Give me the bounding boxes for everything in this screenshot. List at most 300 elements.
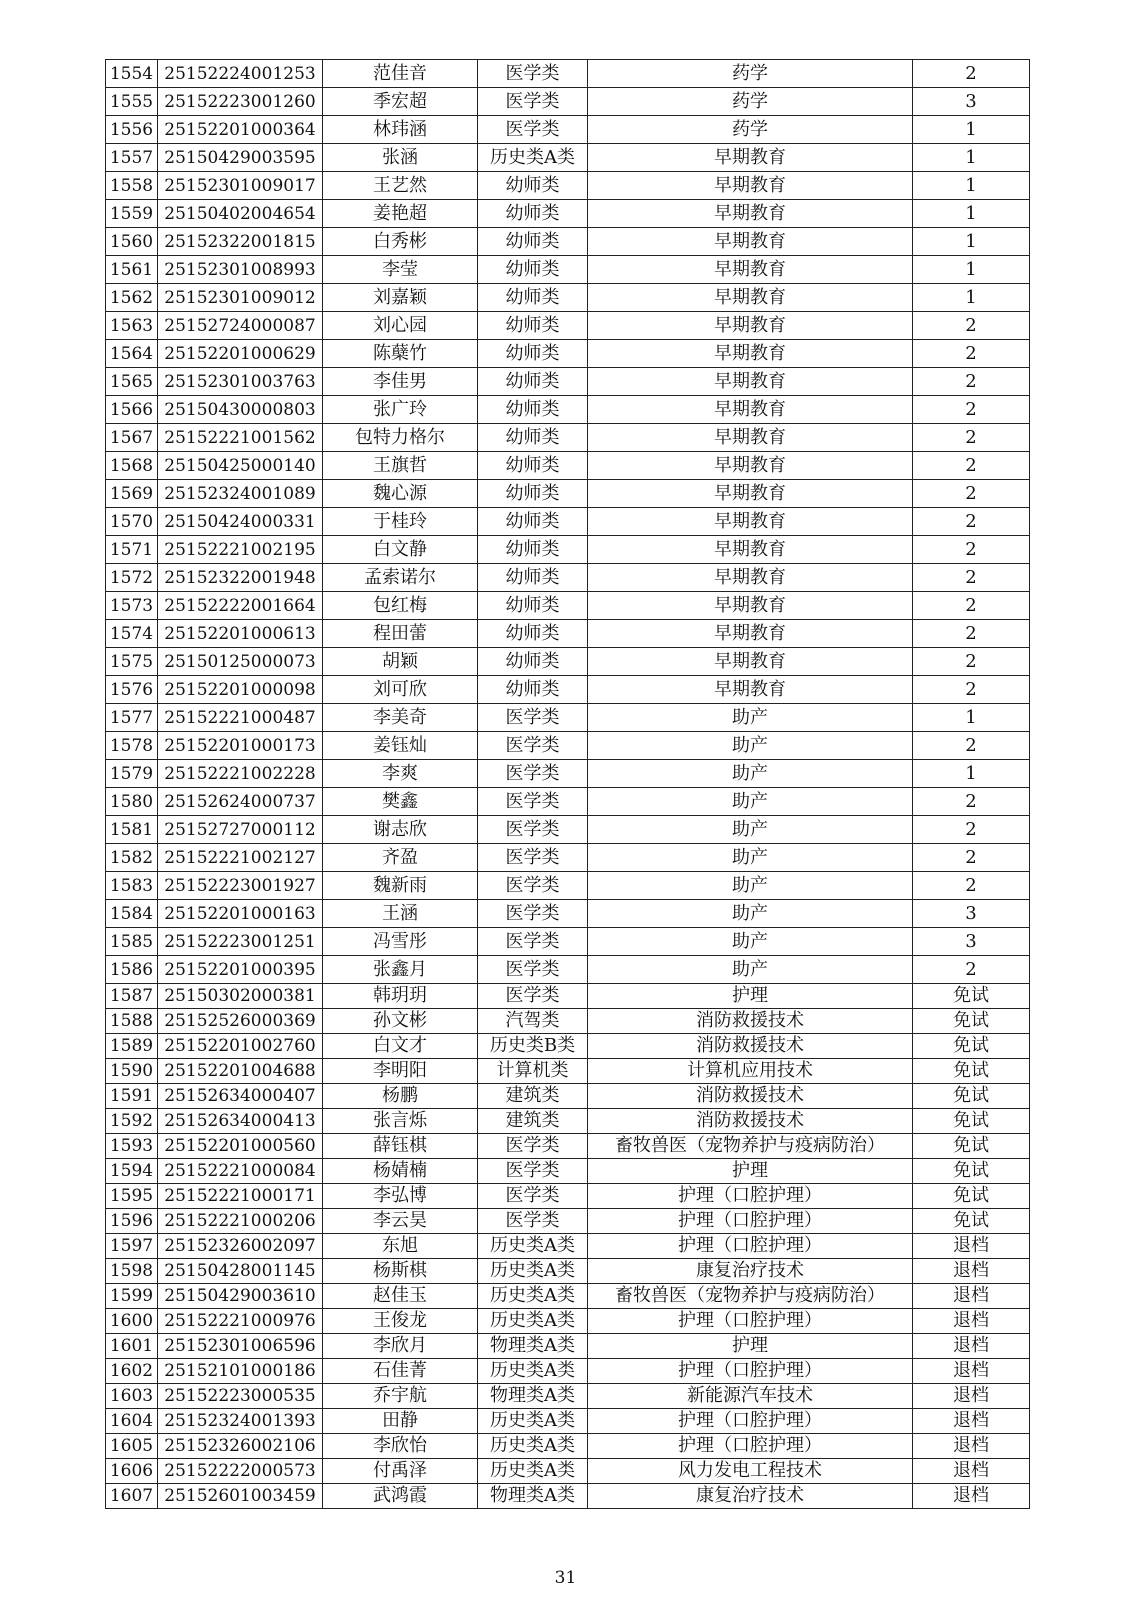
seq-cell: 1605	[106, 1434, 158, 1459]
seq-cell: 1560	[106, 228, 158, 256]
major-cell: 护理（口腔护理）	[588, 1434, 913, 1459]
category-cell: 幼师类	[478, 452, 588, 480]
table-row	[106, 480, 1030, 508]
seq-cell: 1601	[106, 1334, 158, 1359]
exam-id-cell: 25152221000206	[158, 1209, 323, 1234]
major-cell: 早期教育	[588, 620, 913, 648]
major-cell: 助产	[588, 732, 913, 760]
major-cell: 助产	[588, 956, 913, 984]
table-row	[106, 1109, 1030, 1134]
exam-id-cell: 25152221000171	[158, 1184, 323, 1209]
category-cell: 医学类	[478, 816, 588, 844]
major-cell: 早期教育	[588, 564, 913, 592]
batch-cell: 免试	[913, 1009, 1030, 1034]
seq-cell: 1556	[106, 116, 158, 144]
batch-cell: 2	[913, 592, 1030, 620]
table-row	[106, 648, 1030, 676]
batch-cell: 1	[913, 704, 1030, 732]
table-row	[106, 676, 1030, 704]
seq-cell: 1567	[106, 424, 158, 452]
table-row	[106, 368, 1030, 396]
seq-cell: 1596	[106, 1209, 158, 1234]
seq-cell: 1572	[106, 564, 158, 592]
batch-cell: 退档	[913, 1484, 1030, 1509]
category-cell: 幼师类	[478, 200, 588, 228]
category-cell: 幼师类	[478, 648, 588, 676]
category-cell: 医学类	[478, 984, 588, 1009]
category-cell: 幼师类	[478, 424, 588, 452]
name-cell: 胡颖	[323, 648, 478, 676]
seq-cell: 1571	[106, 536, 158, 564]
table-row	[106, 284, 1030, 312]
table-row	[106, 788, 1030, 816]
batch-cell: 2	[913, 844, 1030, 872]
table-row	[106, 312, 1030, 340]
major-cell: 药学	[588, 116, 913, 144]
batch-cell: 2	[913, 312, 1030, 340]
batch-cell: 2	[913, 872, 1030, 900]
name-cell: 齐盈	[323, 844, 478, 872]
table-row	[106, 816, 1030, 844]
category-cell: 幼师类	[478, 396, 588, 424]
major-cell: 药学	[588, 60, 913, 88]
category-cell: 物理类A类	[478, 1334, 588, 1359]
table-row	[106, 1409, 1030, 1434]
category-cell: 幼师类	[478, 172, 588, 200]
batch-cell: 1	[913, 144, 1030, 172]
exam-id-cell: 25152624000737	[158, 788, 323, 816]
major-cell: 早期教育	[588, 424, 913, 452]
seq-cell: 1580	[106, 788, 158, 816]
major-cell: 护理	[588, 984, 913, 1009]
exam-id-cell: 25152223000535	[158, 1384, 323, 1409]
name-cell: 王艺然	[323, 172, 478, 200]
batch-cell: 免试	[913, 1134, 1030, 1159]
table-row	[106, 1159, 1030, 1184]
batch-cell: 2	[913, 508, 1030, 536]
batch-cell: 2	[913, 816, 1030, 844]
table-row	[106, 88, 1030, 116]
seq-cell: 1585	[106, 928, 158, 956]
seq-cell: 1607	[106, 1484, 158, 1509]
major-cell: 早期教育	[588, 172, 913, 200]
exam-id-cell: 25152201000395	[158, 956, 323, 984]
seq-cell: 1600	[106, 1309, 158, 1334]
table-row	[106, 536, 1030, 564]
major-cell: 助产	[588, 704, 913, 732]
name-cell: 白秀彬	[323, 228, 478, 256]
major-cell: 早期教育	[588, 508, 913, 536]
table-row	[106, 704, 1030, 732]
seq-cell: 1564	[106, 340, 158, 368]
exam-id-cell: 25152221000487	[158, 704, 323, 732]
exam-id-cell: 25152201004688	[158, 1059, 323, 1084]
batch-cell: 免试	[913, 1059, 1030, 1084]
seq-cell: 1555	[106, 88, 158, 116]
exam-id-cell: 25152301006596	[158, 1334, 323, 1359]
table-row	[106, 1309, 1030, 1334]
batch-cell: 2	[913, 340, 1030, 368]
name-cell: 李佳男	[323, 368, 478, 396]
seq-cell: 1565	[106, 368, 158, 396]
major-cell: 早期教育	[588, 144, 913, 172]
major-cell: 助产	[588, 900, 913, 928]
batch-cell: 2	[913, 60, 1030, 88]
name-cell: 季宏超	[323, 88, 478, 116]
name-cell: 杨斯棋	[323, 1259, 478, 1284]
seq-cell: 1568	[106, 452, 158, 480]
major-cell: 康复治疗技术	[588, 1259, 913, 1284]
category-cell: 历史类A类	[478, 144, 588, 172]
seq-cell: 1589	[106, 1034, 158, 1059]
category-cell: 医学类	[478, 60, 588, 88]
name-cell: 李明阳	[323, 1059, 478, 1084]
table-row	[106, 1009, 1030, 1034]
seq-cell: 1574	[106, 620, 158, 648]
exam-id-cell: 25152221001562	[158, 424, 323, 452]
batch-cell: 退档	[913, 1234, 1030, 1259]
category-cell: 医学类	[478, 1184, 588, 1209]
table-row	[106, 172, 1030, 200]
seq-cell: 1557	[106, 144, 158, 172]
seq-cell: 1595	[106, 1184, 158, 1209]
seq-cell: 1586	[106, 956, 158, 984]
batch-cell: 1	[913, 172, 1030, 200]
name-cell: 李欣怡	[323, 1434, 478, 1459]
seq-cell: 1597	[106, 1234, 158, 1259]
category-cell: 幼师类	[478, 620, 588, 648]
seq-cell: 1587	[106, 984, 158, 1009]
batch-cell: 退档	[913, 1284, 1030, 1309]
name-cell: 李莹	[323, 256, 478, 284]
name-cell: 白文静	[323, 536, 478, 564]
exam-id-cell: 25150429003610	[158, 1284, 323, 1309]
seq-cell: 1566	[106, 396, 158, 424]
category-cell: 医学类	[478, 1159, 588, 1184]
major-cell: 护理（口腔护理）	[588, 1409, 913, 1434]
name-cell: 王旗哲	[323, 452, 478, 480]
table-row	[106, 1459, 1030, 1484]
major-cell: 早期教育	[588, 200, 913, 228]
name-cell: 樊鑫	[323, 788, 478, 816]
major-cell: 计算机应用技术	[588, 1059, 913, 1084]
table-row	[106, 1234, 1030, 1259]
table-row	[106, 1384, 1030, 1409]
category-cell: 医学类	[478, 732, 588, 760]
category-cell: 医学类	[478, 844, 588, 872]
name-cell: 武鸿霞	[323, 1484, 478, 1509]
name-cell: 赵佳玉	[323, 1284, 478, 1309]
exam-id-cell: 25152201000098	[158, 676, 323, 704]
batch-cell: 免试	[913, 1184, 1030, 1209]
name-cell: 东旭	[323, 1234, 478, 1259]
batch-cell: 退档	[913, 1359, 1030, 1384]
batch-cell: 2	[913, 480, 1030, 508]
batch-cell: 3	[913, 928, 1030, 956]
major-cell: 早期教育	[588, 228, 913, 256]
major-cell: 畜牧兽医（宠物养护与疫病防治）	[588, 1134, 913, 1159]
batch-cell: 2	[913, 536, 1030, 564]
table-row	[106, 228, 1030, 256]
name-cell: 李爽	[323, 760, 478, 788]
batch-cell: 退档	[913, 1259, 1030, 1284]
seq-cell: 1575	[106, 648, 158, 676]
exam-id-cell: 25152221000976	[158, 1309, 323, 1334]
batch-cell: 2	[913, 424, 1030, 452]
name-cell: 姜钰灿	[323, 732, 478, 760]
table-row	[106, 340, 1030, 368]
table-row	[106, 144, 1030, 172]
major-cell: 早期教育	[588, 340, 913, 368]
table-row	[106, 1259, 1030, 1284]
exam-id-cell: 25152634000407	[158, 1084, 323, 1109]
major-cell: 消防救援技术	[588, 1109, 913, 1134]
name-cell: 孙文彬	[323, 1009, 478, 1034]
major-cell: 助产	[588, 844, 913, 872]
seq-cell: 1577	[106, 704, 158, 732]
category-cell: 幼师类	[478, 564, 588, 592]
exam-id-cell: 25152222000573	[158, 1459, 323, 1484]
batch-cell: 退档	[913, 1309, 1030, 1334]
seq-cell: 1591	[106, 1084, 158, 1109]
table-row	[106, 1359, 1030, 1384]
batch-cell: 2	[913, 452, 1030, 480]
seq-cell: 1563	[106, 312, 158, 340]
name-cell: 姜艳超	[323, 200, 478, 228]
seq-cell: 1554	[106, 60, 158, 88]
exam-id-cell: 25152221002195	[158, 536, 323, 564]
batch-cell: 免试	[913, 1159, 1030, 1184]
batch-cell: 1	[913, 228, 1030, 256]
seq-cell: 1576	[106, 676, 158, 704]
seq-cell: 1588	[106, 1009, 158, 1034]
exam-id-cell: 25152224001253	[158, 60, 323, 88]
exam-id-cell: 25152223001927	[158, 872, 323, 900]
major-cell: 早期教育	[588, 256, 913, 284]
table-row	[106, 872, 1030, 900]
table-row	[106, 620, 1030, 648]
batch-cell: 免试	[913, 1109, 1030, 1134]
major-cell: 护理（口腔护理）	[588, 1309, 913, 1334]
batch-cell: 2	[913, 396, 1030, 424]
name-cell: 杨鹏	[323, 1084, 478, 1109]
exam-id-cell: 25152201000613	[158, 620, 323, 648]
seq-cell: 1559	[106, 200, 158, 228]
name-cell: 程田蕾	[323, 620, 478, 648]
table-row	[106, 60, 1030, 88]
major-cell: 早期教育	[588, 284, 913, 312]
exam-id-cell: 25150302000381	[158, 984, 323, 1009]
batch-cell: 2	[913, 676, 1030, 704]
major-cell: 助产	[588, 788, 913, 816]
category-cell: 幼师类	[478, 340, 588, 368]
seq-cell: 1584	[106, 900, 158, 928]
major-cell: 早期教育	[588, 536, 913, 564]
category-cell: 医学类	[478, 704, 588, 732]
category-cell: 历史类A类	[478, 1309, 588, 1334]
seq-cell: 1603	[106, 1384, 158, 1409]
exam-id-cell: 25152724000087	[158, 312, 323, 340]
exam-id-cell: 25152322001948	[158, 564, 323, 592]
batch-cell: 1	[913, 284, 1030, 312]
major-cell: 早期教育	[588, 312, 913, 340]
batch-cell: 3	[913, 88, 1030, 116]
name-cell: 王俊龙	[323, 1309, 478, 1334]
name-cell: 石佳菁	[323, 1359, 478, 1384]
major-cell: 药学	[588, 88, 913, 116]
seq-cell: 1606	[106, 1459, 158, 1484]
category-cell: 医学类	[478, 872, 588, 900]
name-cell: 王涵	[323, 900, 478, 928]
admission-table	[105, 59, 1030, 1509]
major-cell: 畜牧兽医（宠物养护与疫病防治）	[588, 1284, 913, 1309]
name-cell: 刘嘉颖	[323, 284, 478, 312]
table-row	[106, 1059, 1030, 1084]
name-cell: 张广玲	[323, 396, 478, 424]
name-cell: 刘心园	[323, 312, 478, 340]
exam-id-cell: 25152326002106	[158, 1434, 323, 1459]
batch-cell: 1	[913, 256, 1030, 284]
category-cell: 物理类A类	[478, 1384, 588, 1409]
seq-cell: 1561	[106, 256, 158, 284]
name-cell: 魏新雨	[323, 872, 478, 900]
seq-cell: 1569	[106, 480, 158, 508]
table-row	[106, 956, 1030, 984]
name-cell: 张鑫月	[323, 956, 478, 984]
batch-cell: 退档	[913, 1434, 1030, 1459]
table-row	[106, 1284, 1030, 1309]
category-cell: 历史类A类	[478, 1359, 588, 1384]
major-cell: 新能源汽车技术	[588, 1384, 913, 1409]
major-cell: 助产	[588, 928, 913, 956]
major-cell: 早期教育	[588, 368, 913, 396]
exam-id-cell: 25152201000629	[158, 340, 323, 368]
batch-cell: 2	[913, 564, 1030, 592]
seq-cell: 1594	[106, 1159, 158, 1184]
major-cell: 助产	[588, 760, 913, 788]
exam-id-cell: 25150425000140	[158, 452, 323, 480]
table-row	[106, 396, 1030, 424]
name-cell: 薛钰棋	[323, 1134, 478, 1159]
category-cell: 建筑类	[478, 1109, 588, 1134]
category-cell: 幼师类	[478, 592, 588, 620]
table-row	[106, 256, 1030, 284]
table-row	[106, 1434, 1030, 1459]
seq-cell: 1583	[106, 872, 158, 900]
table-row	[106, 116, 1030, 144]
name-cell: 林玮涵	[323, 116, 478, 144]
batch-cell: 退档	[913, 1409, 1030, 1434]
name-cell: 李弘博	[323, 1184, 478, 1209]
category-cell: 建筑类	[478, 1084, 588, 1109]
category-cell: 医学类	[478, 928, 588, 956]
category-cell: 幼师类	[478, 284, 588, 312]
category-cell: 幼师类	[478, 368, 588, 396]
name-cell: 于桂玲	[323, 508, 478, 536]
category-cell: 幼师类	[478, 508, 588, 536]
exam-id-cell: 25152222001664	[158, 592, 323, 620]
major-cell: 风力发电工程技术	[588, 1459, 913, 1484]
exam-id-cell: 25152101000186	[158, 1359, 323, 1384]
exam-id-cell: 25152601003459	[158, 1484, 323, 1509]
table-row	[106, 984, 1030, 1009]
category-cell: 医学类	[478, 788, 588, 816]
exam-id-cell: 25152324001393	[158, 1409, 323, 1434]
category-cell: 医学类	[478, 760, 588, 788]
major-cell: 早期教育	[588, 396, 913, 424]
batch-cell: 3	[913, 900, 1030, 928]
seq-cell: 1570	[106, 508, 158, 536]
table-row	[106, 452, 1030, 480]
batch-cell: 免试	[913, 984, 1030, 1009]
seq-cell: 1590	[106, 1059, 158, 1084]
major-cell: 康复治疗技术	[588, 1484, 913, 1509]
table-row	[106, 200, 1030, 228]
category-cell: 医学类	[478, 956, 588, 984]
seq-cell: 1592	[106, 1109, 158, 1134]
category-cell: 幼师类	[478, 536, 588, 564]
page-number: 31	[554, 1568, 577, 1588]
exam-id-cell: 25150424000331	[158, 508, 323, 536]
major-cell: 护理（口腔护理）	[588, 1234, 913, 1259]
name-cell: 白文才	[323, 1034, 478, 1059]
exam-id-cell: 25152221002127	[158, 844, 323, 872]
name-cell: 李云昊	[323, 1209, 478, 1234]
table-row	[106, 508, 1030, 536]
seq-cell: 1558	[106, 172, 158, 200]
major-cell: 消防救援技术	[588, 1084, 913, 1109]
exam-id-cell: 25152201000173	[158, 732, 323, 760]
name-cell: 包红梅	[323, 592, 478, 620]
table-row	[106, 1334, 1030, 1359]
batch-cell: 1	[913, 760, 1030, 788]
seq-cell: 1581	[106, 816, 158, 844]
name-cell: 范佳音	[323, 60, 478, 88]
category-cell: 医学类	[478, 1209, 588, 1234]
name-cell: 乔宇航	[323, 1384, 478, 1409]
major-cell: 护理	[588, 1159, 913, 1184]
table-row	[106, 928, 1030, 956]
table-row	[106, 1134, 1030, 1159]
exam-id-cell: 25152201002760	[158, 1034, 323, 1059]
name-cell: 孟索诺尔	[323, 564, 478, 592]
name-cell: 冯雪彤	[323, 928, 478, 956]
name-cell: 刘可欣	[323, 676, 478, 704]
exam-id-cell: 25152301009012	[158, 284, 323, 312]
name-cell: 李欣月	[323, 1334, 478, 1359]
exam-id-cell: 25152201000364	[158, 116, 323, 144]
category-cell: 计算机类	[478, 1059, 588, 1084]
major-cell: 消防救援技术	[588, 1009, 913, 1034]
major-cell: 助产	[588, 816, 913, 844]
table-body	[106, 60, 1030, 1509]
category-cell: 历史类B类	[478, 1034, 588, 1059]
category-cell: 历史类A类	[478, 1259, 588, 1284]
name-cell: 包特力格尔	[323, 424, 478, 452]
table-row	[106, 424, 1030, 452]
name-cell: 谢志欣	[323, 816, 478, 844]
batch-cell: 免试	[913, 1209, 1030, 1234]
category-cell: 幼师类	[478, 256, 588, 284]
category-cell: 历史类A类	[478, 1409, 588, 1434]
seq-cell: 1604	[106, 1409, 158, 1434]
exam-id-cell: 25152326002097	[158, 1234, 323, 1259]
table-row	[106, 760, 1030, 788]
category-cell: 历史类A类	[478, 1434, 588, 1459]
name-cell: 张言烁	[323, 1109, 478, 1134]
exam-id-cell: 25152301009017	[158, 172, 323, 200]
table-row	[106, 592, 1030, 620]
